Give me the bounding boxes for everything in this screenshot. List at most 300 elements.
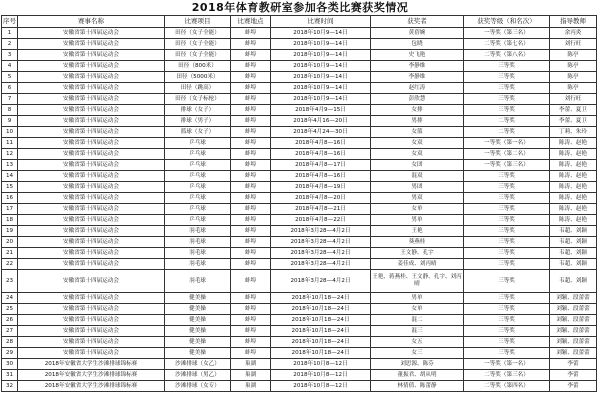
coach-cell: 刘颖、段蕾蕾 (550, 315, 597, 326)
header-index: 序号 (2, 16, 18, 28)
award-cell: 三等奖 (464, 182, 550, 193)
coach-cell: 陈亭 (550, 61, 597, 72)
table-row (2, 326, 597, 337)
index-cell: 9 (2, 116, 18, 127)
winner-cell: 女团 (371, 160, 464, 171)
date-cell: 2018年4月16—20日 (271, 116, 371, 127)
event-cell: 安徽省第十四届运动会 (18, 193, 165, 204)
discipline-cell: 健美操 (165, 293, 231, 304)
winner-cell: 男团 (371, 182, 464, 193)
event-cell: 安徽省第十四届运动会 (18, 171, 165, 182)
awards-table (1, 15, 597, 392)
date-cell: 2018年10月9—14日 (271, 72, 371, 83)
table-row (2, 105, 597, 116)
date-cell: 2018年10月8—12日 (271, 370, 371, 381)
location-cell: 蚌埠 (231, 149, 271, 160)
event-cell: 安徽省第十四届运动会 (18, 304, 165, 315)
winner-cell: 葵燕桂 (371, 237, 464, 248)
coach-cell: 陈亭 (550, 72, 597, 83)
date-cell: 2018年4月24—30日 (271, 127, 371, 138)
winner-cell: 混二 (371, 315, 464, 326)
index-cell: 7 (2, 94, 18, 105)
event-cell: 安徽省第十四届运动会 (18, 259, 165, 270)
location-cell: 蚌埠 (231, 270, 271, 293)
table-row (2, 248, 597, 259)
location-cell: 蚌埠 (231, 293, 271, 304)
index-cell: 6 (2, 83, 18, 94)
table-row (2, 127, 597, 138)
location-cell: 蚌埠 (231, 193, 271, 204)
location-cell: 蚌埠 (231, 348, 271, 359)
index-cell: 26 (2, 315, 18, 326)
discipline-cell: 排球（男子） (165, 116, 231, 127)
header-winner: 获奖者 (371, 16, 464, 28)
discipline-cell: 乒乓球 (165, 149, 231, 160)
coach-cell: 李蕾 (550, 370, 597, 381)
winner-cell: 王艳 (371, 226, 464, 237)
date-cell: 2018年10月18—24日 (271, 326, 371, 337)
discipline-cell: 羽毛球 (165, 259, 231, 270)
coach-cell: 刘颖、段蕾蕾 (550, 326, 597, 337)
index-cell: 32 (2, 381, 18, 392)
discipline-cell: 健美操 (165, 337, 231, 348)
date-cell: 2018年10月9—14日 (271, 39, 371, 50)
award-cell: 二等奖（第七名） (464, 39, 550, 50)
table-row (2, 72, 597, 83)
location-cell: 蚌埠 (231, 138, 271, 149)
award-cell: 二等奖（第四名） (464, 381, 550, 392)
page-title: 2018年体育教研室参加各类比赛获奖情况 (191, 1, 409, 14)
winner-cell: 女三 (371, 348, 464, 359)
coach-cell: 刘行旺 (550, 94, 597, 105)
discipline-cell: 乒乓球 (165, 160, 231, 171)
location-cell: 蚌埠 (231, 61, 271, 72)
table-row (2, 149, 597, 160)
location-cell: 蚌埠 (231, 337, 271, 348)
date-cell: 2018年4月8—16日 (271, 171, 371, 182)
discipline-cell: 羽毛球 (165, 226, 231, 237)
discipline-cell: 乒乓球 (165, 204, 231, 215)
discipline-cell: 沙滩排球（女专） (165, 381, 231, 392)
winner-cell: 王艳、蒋燕桂、王文静、孔宇、刘丙晴 (371, 270, 464, 293)
winner-cell: 女双 (371, 149, 464, 160)
date-cell: 2018年4月8—16日 (271, 149, 371, 160)
event-cell: 2018年安徽省大学生沙滩排球锦标赛 (18, 381, 165, 392)
event-cell: 安徽省第十四届运动会 (18, 160, 165, 171)
winner-cell: 女排 (371, 105, 464, 116)
coach-cell: 李蕾、夏卫 (550, 105, 597, 116)
discipline-cell: 乒乓球 (165, 215, 231, 226)
header-discipline: 比赛项目 (165, 16, 231, 28)
winner-cell: 男单 (371, 293, 464, 304)
date-cell: 2018年10月9—14日 (271, 50, 371, 61)
index-cell: 23 (2, 270, 18, 293)
date-cell: 2018年10月9—14日 (271, 28, 371, 39)
discipline-cell: 健美操 (165, 304, 231, 315)
date-cell: 2018年10月18—24日 (271, 315, 371, 326)
award-cell: 三等奖 (464, 326, 550, 337)
award-cell: 三等奖 (464, 270, 550, 293)
index-cell: 5 (2, 72, 18, 83)
table-row (2, 50, 597, 61)
award-cell: 三等奖 (464, 61, 550, 72)
discipline-cell: 田径（女子全能） (165, 39, 231, 50)
discipline-cell: 乒乓球 (165, 182, 231, 193)
location-cell: 蚌埠 (231, 72, 271, 83)
award-cell: 三等奖 (464, 259, 550, 270)
location-cell: 蚌埠 (231, 248, 271, 259)
table-row (2, 359, 597, 370)
winner-cell: 黄蓓婉 (371, 28, 464, 39)
date-cell: 2018年10月9—14日 (271, 94, 371, 105)
discipline-cell: 篮球（女子） (165, 127, 231, 138)
event-cell: 安徽省第十四届运动会 (18, 105, 165, 116)
date-cell: 2018年10月18—24日 (271, 293, 371, 304)
index-cell: 21 (2, 248, 18, 259)
table-row (2, 171, 597, 182)
award-cell: 一等奖（第二名） (464, 149, 550, 160)
location-cell: 蚌埠 (231, 83, 271, 94)
coach-cell: 陈涛、赵艳 (550, 193, 597, 204)
winner-cell: 男排 (371, 116, 464, 127)
location-cell: 蚌埠 (231, 215, 271, 226)
coach-cell: 陈涛、赵艳 (550, 182, 597, 193)
index-cell: 20 (2, 237, 18, 248)
award-cell: 三等奖 (464, 348, 550, 359)
coach-cell: 刘颖、段蕾蕾 (550, 337, 597, 348)
discipline-cell: 田径（800米） (165, 61, 231, 72)
winner-cell: 李静维 (371, 61, 464, 72)
date-cell: 2018年10月18—24日 (271, 337, 371, 348)
table-row (2, 28, 597, 39)
location-cell: 蚌埠 (231, 204, 271, 215)
date-cell: 2018年4月8—22日 (271, 215, 371, 226)
event-cell: 安徽省第十四届运动会 (18, 293, 165, 304)
event-cell: 安徽省第十四届运动会 (18, 270, 165, 293)
location-cell: 蚌埠 (231, 28, 271, 39)
coach-cell: 韦超、刘颖 (550, 248, 597, 259)
award-cell: 三等奖 (464, 215, 550, 226)
coach-cell: 李蕾 (550, 359, 597, 370)
index-cell: 12 (2, 149, 18, 160)
discipline-cell: 田径（跳高） (165, 83, 231, 94)
date-cell: 2018年3月28—4月2日 (271, 270, 371, 293)
winner-cell: 男单 (371, 215, 464, 226)
index-cell: 14 (2, 171, 18, 182)
event-cell: 安徽省第十四届运动会 (18, 337, 165, 348)
winner-cell: 林倩倩、陈蕾静 (371, 381, 464, 392)
event-cell: 安徽省第十四届运动会 (18, 326, 165, 337)
coach-cell: 陈涛、赵艳 (550, 160, 597, 171)
index-cell: 18 (2, 215, 18, 226)
table-row (2, 370, 597, 381)
table-row (2, 259, 597, 270)
date-cell: 2018年4月8—19日 (271, 182, 371, 193)
discipline-cell: 乒乓球 (165, 193, 231, 204)
date-cell: 2018年4月9—15日 (271, 105, 371, 116)
index-cell: 4 (2, 61, 18, 72)
table-row (2, 304, 597, 315)
event-cell: 安徽省第十四届运动会 (18, 204, 165, 215)
discipline-cell: 羽毛球 (165, 270, 231, 293)
index-cell: 25 (2, 304, 18, 315)
discipline-cell: 健美操 (165, 326, 231, 337)
index-cell: 1 (2, 28, 18, 39)
location-cell: 蚌埠 (231, 226, 271, 237)
date-cell: 2018年10月8—12日 (271, 359, 371, 370)
event-cell: 安徽省第十四届运动会 (18, 61, 165, 72)
discipline-cell: 田径（女子全能） (165, 50, 231, 61)
discipline-cell: 健美操 (165, 315, 231, 326)
location-cell: 蚌埠 (231, 315, 271, 326)
discipline-cell: 田径（女子标枪） (165, 94, 231, 105)
coach-cell: 陈涛、赵艳 (550, 215, 597, 226)
coach-cell: 陈亭 (550, 50, 597, 61)
winner-cell: 赵红涛 (371, 83, 464, 94)
winner-cell: 董振君、胡从明 (371, 370, 464, 381)
event-cell: 安徽省第十四届运动会 (18, 127, 165, 138)
coach-cell: 陈涛、赵艳 (550, 149, 597, 160)
index-cell: 11 (2, 138, 18, 149)
coach-cell: 韦超、刘颖 (550, 237, 597, 248)
coach-cell: 李蕾、夏卫 (550, 116, 597, 127)
event-cell: 安徽省第十四届运动会 (18, 50, 165, 61)
table-row (2, 226, 597, 237)
event-cell: 安徽省第十四届运动会 (18, 94, 165, 105)
header-coach: 指导教师 (550, 16, 597, 28)
event-cell: 安徽省第十四届运动会 (18, 116, 165, 127)
date-cell: 2018年3月28—4月2日 (271, 248, 371, 259)
index-cell: 31 (2, 370, 18, 381)
location-cell: 巢湖 (231, 370, 271, 381)
index-cell: 17 (2, 204, 18, 215)
discipline-cell: 乒乓球 (165, 171, 231, 182)
award-cell: 二等奖（第八名） (464, 50, 550, 61)
discipline-cell: 羽毛球 (165, 237, 231, 248)
coach-cell: 韦超、刘颖 (550, 226, 597, 237)
winner-cell: 刘思源、陈芬 (371, 359, 464, 370)
location-cell: 巢湖 (231, 381, 271, 392)
discipline-cell: 田径（5000米） (165, 72, 231, 83)
table-row (2, 160, 597, 171)
event-cell: 安徽省第十四届运动会 (18, 39, 165, 50)
header-award: 获奖等级（和名次） (464, 16, 550, 28)
winner-cell: 混双 (371, 171, 464, 182)
table-row (2, 39, 597, 50)
location-cell: 蚌埠 (231, 94, 271, 105)
award-cell: 二等奖 (464, 127, 550, 138)
award-cell: 三等奖 (464, 248, 550, 259)
index-cell: 30 (2, 359, 18, 370)
coach-cell: 韦超、刘颖 (550, 270, 597, 293)
date-cell: 2018年10月18—24日 (271, 304, 371, 315)
discipline-cell: 健美操 (165, 348, 231, 359)
date-cell: 2018年10月9—14日 (271, 83, 371, 94)
event-cell: 安徽省第十四届运动会 (18, 226, 165, 237)
event-cell: 2018年安徽省大学生沙滩排球锦标赛 (18, 370, 165, 381)
location-cell: 巢湖 (231, 359, 271, 370)
index-cell: 15 (2, 182, 18, 193)
date-cell: 2018年3月28—4月2日 (271, 226, 371, 237)
coach-cell: 陈涛、赵艳 (550, 138, 597, 149)
index-cell: 10 (2, 127, 18, 138)
winner-cell: 女单 (371, 304, 464, 315)
index-cell: 27 (2, 326, 18, 337)
table-row (2, 337, 597, 348)
table-row (2, 381, 597, 392)
event-cell: 安徽省第十四届运动会 (18, 149, 165, 160)
event-cell: 安徽省第十四届运动会 (18, 182, 165, 193)
table-row (2, 270, 597, 293)
award-cell: 三等奖 (464, 204, 550, 215)
discipline-cell: 沙滩排球（女乙） (165, 359, 231, 370)
coach-cell: 李蕾 (550, 381, 597, 392)
header-event: 赛事名称 (18, 16, 165, 28)
index-cell: 16 (2, 193, 18, 204)
coach-cell: 余丙炎 (550, 28, 597, 39)
index-cell: 2 (2, 39, 18, 50)
table-row (2, 116, 597, 127)
event-cell: 安徽省第十四届运动会 (18, 248, 165, 259)
discipline-cell: 乒乓球 (165, 138, 231, 149)
award-cell: 一等奖（第三名） (464, 160, 550, 171)
location-cell: 蚌埠 (231, 105, 271, 116)
award-cell: 三等奖 (464, 304, 550, 315)
location-cell: 蚌埠 (231, 116, 271, 127)
winner-cell: 王文静、孔宇 (371, 248, 464, 259)
table-row (2, 94, 597, 105)
winner-cell: 女五 (371, 337, 464, 348)
table-row (2, 293, 597, 304)
winner-cell: 女单 (371, 204, 464, 215)
award-cell: 三等奖 (464, 94, 550, 105)
date-cell: 2018年3月28—4月2日 (271, 259, 371, 270)
date-cell: 2018年4月8—16日 (271, 138, 371, 149)
location-cell: 蚌埠 (231, 259, 271, 270)
winner-cell: 姜佳成、刘丙晴 (371, 259, 464, 270)
coach-cell: 陈亭 (550, 83, 597, 94)
award-cell: 一等奖（第三名） (464, 28, 550, 39)
winner-cell: 男双 (371, 193, 464, 204)
award-cell: 三等奖 (464, 293, 550, 304)
discipline-cell: 沙滩排球（男乙） (165, 370, 231, 381)
index-cell: 24 (2, 293, 18, 304)
event-cell: 2018年安徽省大学生沙滩排球锦标赛 (18, 359, 165, 370)
award-cell: 二等奖 (464, 116, 550, 127)
winner-cell: 女双 (371, 138, 464, 149)
discipline-cell: 田径（女子全能） (165, 28, 231, 39)
event-cell: 安徽省第十四届运动会 (18, 215, 165, 226)
table-row (2, 61, 597, 72)
winner-cell: 包晓 (371, 39, 464, 50)
index-cell: 28 (2, 337, 18, 348)
winner-cell: 史飞艳 (371, 50, 464, 61)
location-cell: 蚌埠 (231, 50, 271, 61)
winner-cell: 李静维 (371, 72, 464, 83)
award-cell: 三等奖 (464, 83, 550, 94)
event-cell: 安徽省第十四届运动会 (18, 315, 165, 326)
location-cell: 蚌埠 (231, 127, 271, 138)
winner-cell: 女篮 (371, 127, 464, 138)
date-cell: 2018年10月8—12日 (271, 381, 371, 392)
event-cell: 安徽省第十四届运动会 (18, 28, 165, 39)
award-cell: 三等奖 (464, 72, 550, 83)
award-cell: 一等奖（第一名） (464, 359, 550, 370)
table-row (2, 348, 597, 359)
event-cell: 安徽省第十四届运动会 (18, 348, 165, 359)
award-cell: 三等奖 (464, 171, 550, 182)
coach-cell: 刘颖、段蕾蕾 (550, 348, 597, 359)
event-cell: 安徽省第十四届运动会 (18, 138, 165, 149)
coach-cell: 刘行旺 (550, 39, 597, 50)
date-cell: 2018年3月28—4月2日 (271, 237, 371, 248)
winner-cell: 彭欣慧 (371, 94, 464, 105)
header-location: 比赛地点 (231, 16, 271, 28)
index-cell: 29 (2, 348, 18, 359)
award-cell: 二等奖（第三名） (464, 370, 550, 381)
table-row (2, 182, 597, 193)
header-date: 比赛时间 (271, 16, 371, 28)
location-cell: 蚌埠 (231, 171, 271, 182)
table-row (2, 315, 597, 326)
location-cell: 蚌埠 (231, 160, 271, 171)
coach-cell: 陈涛、赵艳 (550, 171, 597, 182)
index-cell: 13 (2, 160, 18, 171)
award-cell: 三等奖 (464, 105, 550, 116)
table-row (2, 138, 597, 149)
event-cell: 安徽省第十四届运动会 (18, 72, 165, 83)
index-cell: 3 (2, 50, 18, 61)
date-cell: 2018年4月8—20日 (271, 193, 371, 204)
coach-cell: 丁莉、朱玲 (550, 127, 597, 138)
table-header-row (2, 16, 597, 28)
winner-cell: 混三 (371, 326, 464, 337)
date-cell: 2018年10月18—24日 (271, 348, 371, 359)
table-row (2, 193, 597, 204)
award-cell: 三等奖 (464, 226, 550, 237)
award-cell: 三等奖 (464, 337, 550, 348)
index-cell: 8 (2, 105, 18, 116)
event-cell: 安徽省第十四届运动会 (18, 83, 165, 94)
table-row (2, 237, 597, 248)
coach-cell: 刘颖、段蕾蕾 (550, 304, 597, 315)
index-cell: 19 (2, 226, 18, 237)
date-cell: 2018年4月8—21日 (271, 204, 371, 215)
award-cell: 三等奖 (464, 315, 550, 326)
index-cell: 22 (2, 259, 18, 270)
coach-cell: 韦超、刘颖 (550, 259, 597, 270)
award-cell: 三等奖 (464, 237, 550, 248)
coach-cell: 刘颖、段蕾蕾 (550, 293, 597, 304)
table-row (2, 83, 597, 94)
location-cell: 蚌埠 (231, 237, 271, 248)
coach-cell: 陈涛、赵艳 (550, 204, 597, 215)
location-cell: 蚌埠 (231, 304, 271, 315)
table-row (2, 204, 597, 215)
location-cell: 蚌埠 (231, 182, 271, 193)
award-cell: 三等奖 (464, 193, 550, 204)
event-cell: 安徽省第十四届运动会 (18, 237, 165, 248)
location-cell: 蚌埠 (231, 326, 271, 337)
award-cell: 一等奖（第一名） (464, 138, 550, 149)
table-body (2, 28, 597, 392)
date-cell: 2018年10月9—14日 (271, 61, 371, 72)
table-row (2, 215, 597, 226)
location-cell: 蚌埠 (231, 39, 271, 50)
discipline-cell: 排球（女子） (165, 105, 231, 116)
date-cell: 2018年4月8—17日 (271, 160, 371, 171)
discipline-cell: 羽毛球 (165, 248, 231, 259)
